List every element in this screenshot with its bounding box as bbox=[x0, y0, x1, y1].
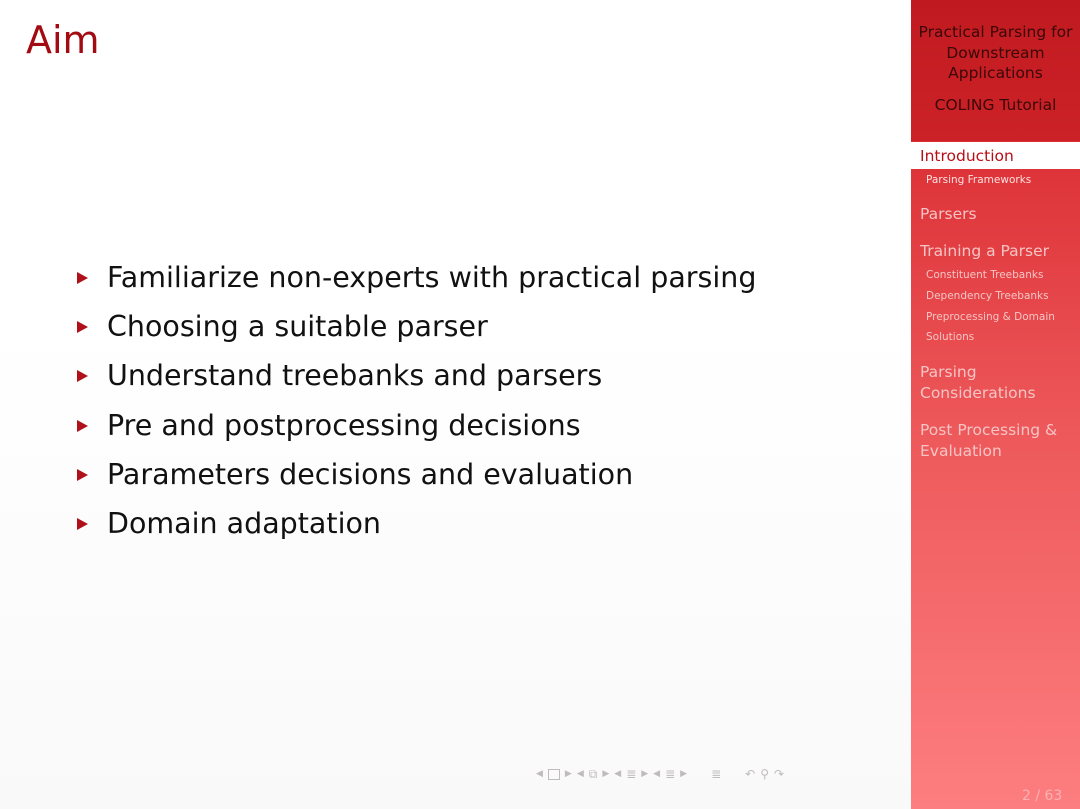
appendix-icon[interactable]: ≣ bbox=[711, 767, 722, 781]
presentation-subtitle: COLING Tutorial bbox=[934, 96, 1057, 114]
slide-title: Aim bbox=[26, 18, 100, 62]
sidebar-subitem-constituent-treebanks[interactable]: Constituent Treebanks bbox=[926, 269, 1044, 281]
section-icon[interactable]: ≣ bbox=[626, 767, 637, 781]
page-number: 2 / 63 bbox=[1022, 788, 1063, 804]
triangle-bullet-icon bbox=[77, 272, 88, 284]
nav-next-frame-icon[interactable]: ▶ bbox=[564, 769, 572, 779]
bullet-item: Pre and postprocessing decisions bbox=[74, 404, 756, 453]
triangle-bullet-icon bbox=[77, 469, 88, 481]
sidebar-item-post-processing-evaluation[interactable]: Post Processing & Evaluation bbox=[920, 421, 1058, 460]
triangle-bullet-icon bbox=[77, 321, 88, 333]
nav-prev-section-icon[interactable]: ◀ bbox=[614, 769, 622, 779]
sidebar-subitem-dependency-treebanks[interactable]: Dependency Treebanks bbox=[926, 290, 1049, 302]
sidebar-item-training-a-parser[interactable]: Training a Parser bbox=[920, 242, 1050, 260]
triangle-bullet-icon bbox=[77, 370, 88, 382]
triangle-bullet-icon bbox=[77, 518, 88, 530]
sidebar-item-parsing-considerations[interactable]: Parsing Considerations bbox=[920, 363, 1036, 402]
document-icon[interactable]: ≣ bbox=[665, 767, 676, 781]
subsection-icon[interactable]: ⧉ bbox=[588, 766, 598, 781]
sidebar-header bbox=[911, 0, 1080, 141]
back-icon[interactable]: ↶ bbox=[745, 767, 756, 781]
search-icon[interactable]: ⚲ bbox=[760, 767, 769, 781]
sidebar-item-introduction[interactable]: Introduction bbox=[920, 147, 1014, 165]
nav-next-doc-icon[interactable]: ▶ bbox=[680, 769, 688, 779]
bullet-item: Parameters decisions and evaluation bbox=[74, 453, 756, 502]
nav-next-subsection-icon[interactable]: ▶ bbox=[602, 769, 610, 779]
bullet-item: Domain adaptation bbox=[74, 502, 756, 551]
frame-icon[interactable] bbox=[548, 769, 560, 780]
bullet-item: Understand treebanks and parsers bbox=[74, 354, 756, 403]
sidebar bbox=[911, 0, 1080, 809]
beamer-navigation-symbols bbox=[536, 764, 784, 784]
sidebar-subitem-preprocessing-domain[interactable]: Preprocessing & Domain bbox=[926, 311, 1055, 323]
sidebar-subitem-solutions[interactable]: Solutions bbox=[926, 331, 975, 343]
forward-icon[interactable]: ↷ bbox=[774, 767, 785, 781]
nav-next-section-icon[interactable]: ▶ bbox=[641, 769, 649, 779]
nav-prev-frame-icon[interactable]: ◀ bbox=[536, 769, 543, 779]
presentation-title[interactable]: Practical Parsing for Downstream Applications bbox=[918, 23, 1073, 82]
bullet-item: Familiarize non-experts with practical parsing bbox=[74, 256, 756, 305]
sidebar-item-parsers[interactable]: Parsers bbox=[920, 205, 977, 223]
nav-prev-doc-icon[interactable]: ◀ bbox=[653, 769, 661, 779]
bullet-item: Choosing a suitable parser bbox=[74, 305, 756, 354]
nav-prev-subsection-icon[interactable]: ◀ bbox=[576, 769, 584, 779]
triangle-bullet-icon bbox=[77, 420, 88, 432]
bullet-list bbox=[74, 256, 756, 551]
sidebar-subitem-parsing-frameworks[interactable]: Parsing Frameworks bbox=[926, 174, 1032, 186]
